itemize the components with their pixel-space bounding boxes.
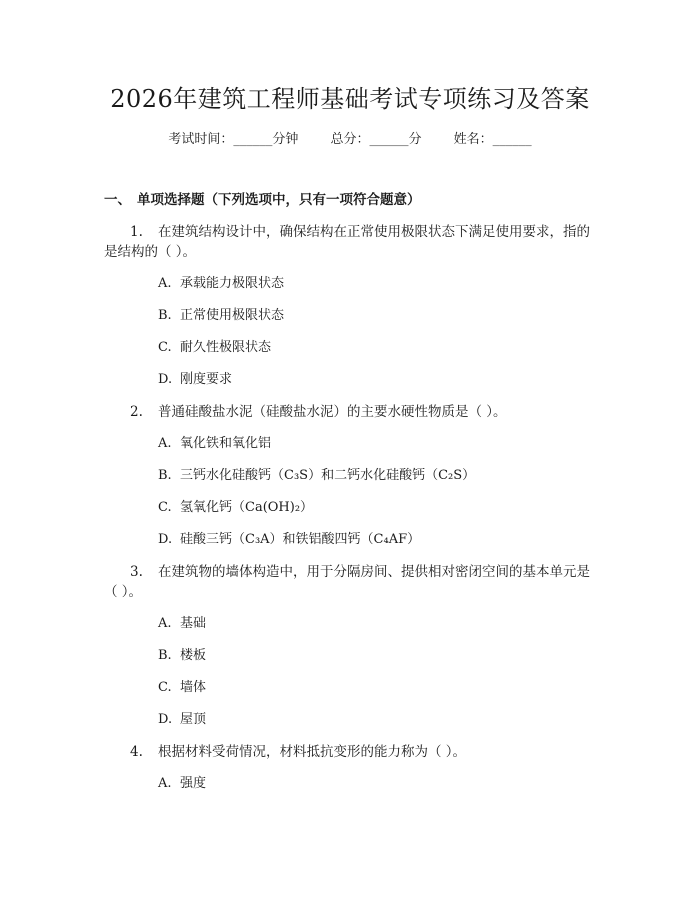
question-text: 根据材料受荷情况，材料抵抗变形的能力称为（ ）。 [158, 744, 467, 760]
question-3-option-d [158, 710, 206, 730]
question-4-option-a [158, 774, 206, 794]
question-number: 3. [130, 564, 143, 580]
section-heading [104, 190, 421, 210]
option-letter: B. [158, 308, 172, 323]
question-2 [104, 402, 598, 422]
question-2-option-a [158, 434, 271, 454]
option-letter: C. [158, 340, 172, 355]
question-1-option-d [158, 370, 232, 390]
question-text: 在建筑物的墙体构造中，用于分隔房间、提供相对密闭空间的基本单元是（ ）。 [104, 564, 590, 600]
exam-meta [0, 131, 700, 149]
option-text: 刚度要求 [180, 372, 233, 387]
option-text: 氧化铁和氧化铝 [180, 436, 272, 451]
option-letter: A. [158, 776, 172, 791]
question-text: 普通硅酸盐水泥（硅酸盐水泥）的主要水硬性物质是（ ）。 [158, 404, 507, 420]
option-text: 强度 [180, 776, 207, 791]
option-letter: C. [158, 500, 172, 515]
question-3-option-b [158, 646, 206, 666]
question-number: 2. [130, 404, 143, 420]
question-1-option-b [158, 306, 284, 326]
option-letter: D. [158, 372, 173, 387]
option-letter: A. [158, 616, 172, 631]
section-number: 一、 [104, 192, 131, 208]
question-4 [104, 742, 598, 762]
option-text: 正常使用极限状态 [180, 308, 285, 323]
question-2-option-d [158, 530, 420, 550]
option-letter: B. [158, 648, 172, 663]
option-text: 基础 [180, 616, 207, 631]
document-title: 2026年建筑工程师基础考试专项练习及答案 [110, 85, 590, 113]
question-1-option-c [158, 338, 271, 358]
option-letter: B. [158, 468, 172, 483]
option-text: 楼板 [180, 648, 207, 663]
option-letter: C. [158, 680, 172, 695]
section-title: 单项选择题（下列选项中，只有一项符合题意） [137, 192, 421, 208]
question-number: 1. [130, 224, 143, 240]
option-text: 屋顶 [180, 712, 207, 727]
option-letter: A. [158, 436, 172, 451]
question-3 [104, 562, 598, 602]
exam-time: 考试时间：______分钟 [168, 132, 299, 147]
exam-score: 总分：______分 [330, 132, 422, 147]
option-text: 三钙水化硅酸钙（C₃S）和二钙水化硅酸钙（C₂S） [180, 468, 476, 483]
question-number: 4. [130, 744, 143, 760]
option-text: 耐久性极限状态 [180, 340, 272, 355]
option-text: 氢氧化钙（Ca(OH)₂） [180, 500, 314, 515]
option-text: 承载能力极限状态 [180, 276, 285, 291]
question-1 [104, 222, 598, 262]
question-3-option-a [158, 614, 206, 634]
question-1-option-a [158, 274, 284, 294]
option-letter: A. [158, 276, 172, 291]
option-text: 硅酸三钙（C₃A）和铁铝酸四钙（C₄AF） [180, 532, 421, 547]
question-2-option-b [158, 466, 475, 486]
question-text: 在建筑结构设计中，确保结构在正常使用极限状态下满足使用要求，指的是结构的（ ）。 [104, 224, 590, 260]
option-text: 墙体 [180, 680, 207, 695]
option-letter: D. [158, 712, 173, 727]
option-letter: D. [158, 532, 173, 547]
question-2-option-c [158, 498, 313, 518]
question-3-option-c [158, 678, 206, 698]
exam-name: 姓名：______ [453, 132, 532, 147]
